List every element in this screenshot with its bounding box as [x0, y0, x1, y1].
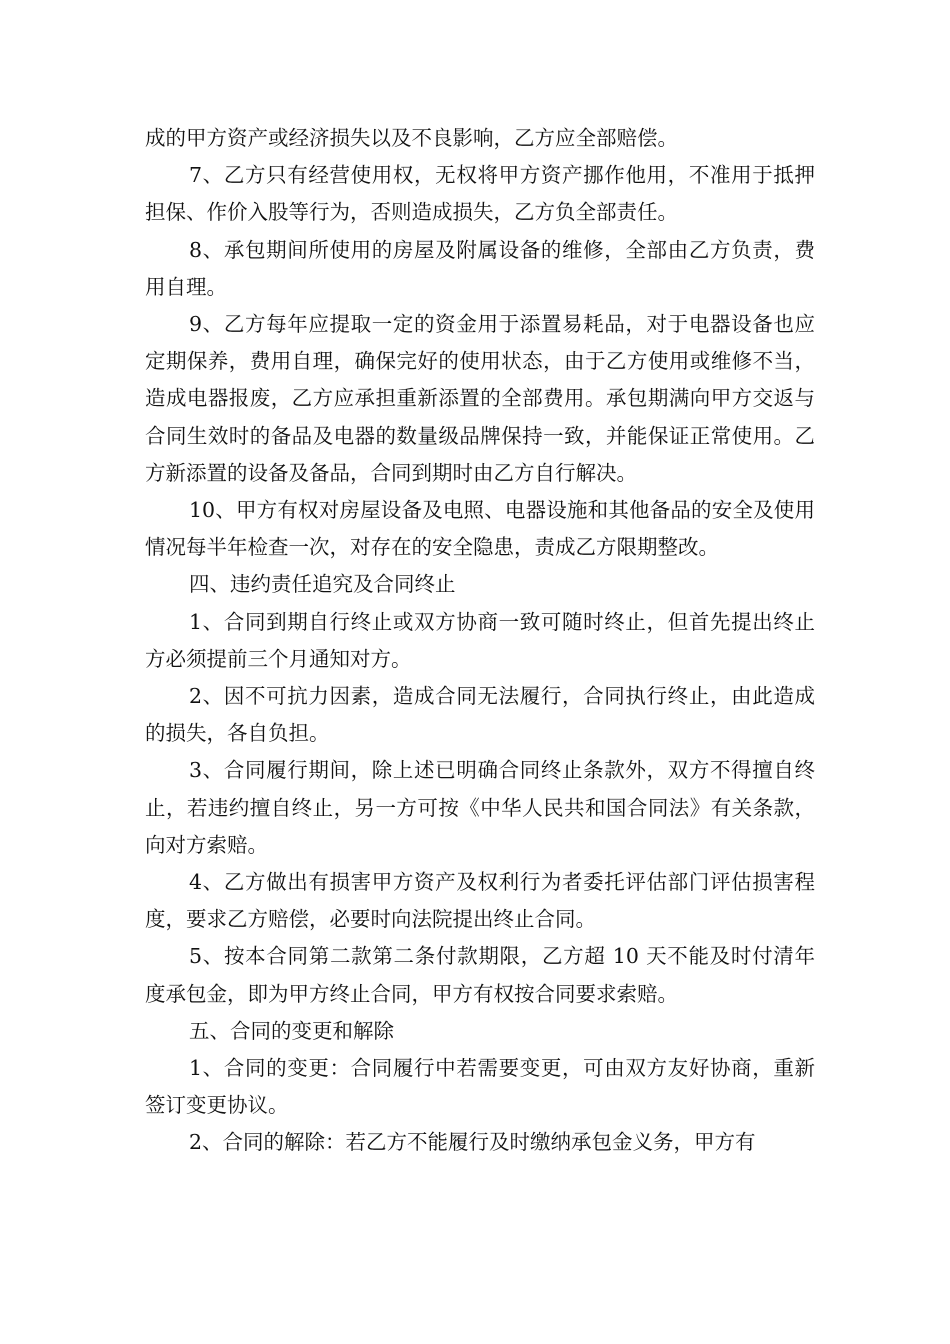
paragraph-11: 1、合同的变更：合同履行中若需要变更，可由双方友好协商，重新签订变更协议。 [145, 1056, 815, 1118]
section-heading-5: 五、合同的变更和解除 [189, 1018, 394, 1043]
paragraph-8: 3、合同履行期间，除上述已明确合同终止条款外，双方不得擅自终止，若违约擅自终止，另一方可按《中华人民共和国合同法》有关条款，向对方索赔。 [145, 758, 815, 857]
paragraph-10: 5、按本合同第二款第二条付款期限，乙方超 10 天不能及时付清年度承包金，即为甲方终止合同，甲方有权按合同要求索赔。 [145, 944, 815, 1006]
paragraph-4: 9、乙方每年应提取一定的资金用于添置易耗品，对于电器设备也应定期保养，费用自理，确保完好的使用状态，由于乙方使用或维修不当，造成电器报废，乙方应承担重新添置的全部费用。承包期满向甲方交返与合同生效时的备品及电器的数量级品牌保持一致，并能保证正常使用。乙方新添置的设备及备品，合同到期时由乙方自行解决。 [145, 312, 815, 485]
paragraph-7: 2、因不可抗力因素，造成合同无法履行，合同执行终止，由此造成的损失，各自负担。 [145, 684, 815, 746]
paragraph-3: 8、承包期间所使用的房屋及附属设备的维修，全部由乙方负责，费用自理。 [145, 237, 815, 299]
paragraph-9: 4、乙方做出有损害甲方资产及权利行为者委托评估部门评估损害程度，要求乙方赔偿，必要时向法院提出终止合同。 [145, 870, 815, 932]
paragraph-6: 1、合同到期自行终止或双方协商一致可随时终止，但首先提出终止方必须提前三个月通知对方。 [145, 609, 815, 671]
document-body [145, 120, 815, 1162]
section-heading-4: 四、违约责任追究及合同终止 [189, 572, 456, 597]
paragraph-5: 10、甲方有权对房屋设备及电照、电器设施和其他备品的安全及使用情况每半年检查一次，对存在的安全隐患，责成乙方限期整改。 [145, 498, 815, 560]
paragraph-12: 2、合同的解除：若乙方不能履行及时缴纳承包金义务，甲方有 [189, 1130, 756, 1155]
paragraph-2: 7、乙方只有经营使用权，无权将甲方资产挪作他用，不准用于抵押担保、作价入股等行为，否则造成损失，乙方负全部责任。 [145, 163, 815, 225]
paragraph-1: 成的甲方资产或经济损失以及不良影响，乙方应全部赔偿。 [145, 126, 678, 150]
